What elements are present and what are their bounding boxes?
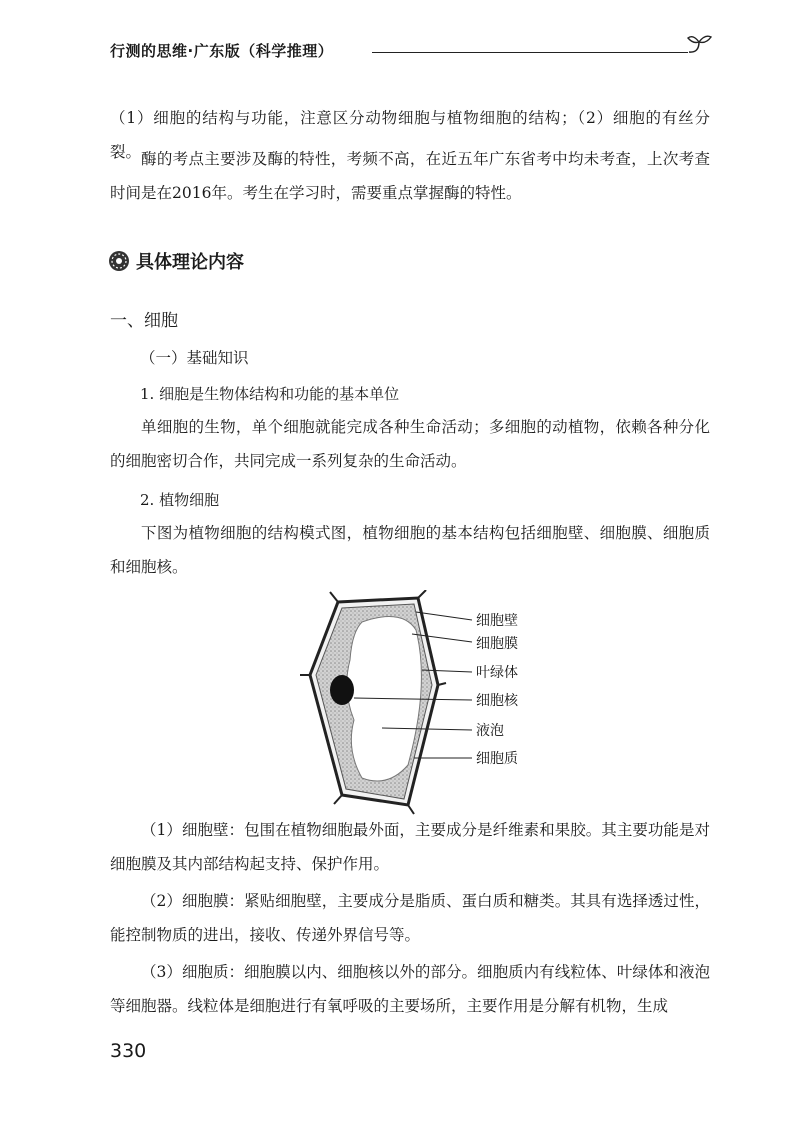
header-rule — [372, 52, 688, 53]
intro-paragraph-2: 酶的考点主要涉及酶的特性，考频不高，在近五年广东省考中均未考查，上次考查时间是在2016年。考生在学习时，需要重点掌握酶的特性。 — [110, 150, 710, 202]
item1-title: 1. 细胞是生物体结构和功能的基本单位 — [140, 385, 400, 403]
subsection-heading: （一）基础知识 — [140, 349, 249, 367]
intro-line-1: （1）细胞的结构与功能，注意区分动物细胞与植物细胞的结构；（2）细胞的有丝分裂。 — [110, 109, 710, 161]
running-header — [110, 38, 710, 66]
section-bullet-icon — [108, 250, 130, 272]
item2-text: 下图为植物细胞的结构模式图，植物细胞的基本结构包括细胞壁、细胞膜、细胞质和细胞核。 — [110, 524, 710, 576]
label-cell-membrane: 细胞膜 — [476, 636, 518, 652]
desc-cell-membrane: （2）细胞膜：紧贴细胞壁，主要成分是脂质、蛋白质和糖类。其具有选择透过性，能控制物质的进出，接收、传递外界信号等。 — [110, 892, 710, 944]
header-title: 行测的思维·广东版（科学推理） — [110, 42, 334, 60]
label-vacuole: 液泡 — [476, 723, 504, 739]
plant-cell-diagram — [290, 590, 560, 815]
section-heading-text: 具体理论内容 — [136, 252, 244, 273]
label-chloroplast: 叶绿体 — [476, 665, 518, 681]
item2-title: 2. 植物细胞 — [140, 491, 220, 509]
section-heading — [108, 248, 244, 274]
item1-text: 单细胞的生物，单个细胞就能完成各种生命活动；多细胞的动植物，依赖各种分化的细胞密切合作，共同完成一系列复杂的生命活动。 — [110, 418, 710, 470]
label-nucleus: 细胞核 — [476, 693, 518, 709]
label-cytoplasm: 细胞质 — [476, 751, 518, 767]
page-number: 330 — [110, 1040, 147, 1062]
nucleus — [330, 675, 354, 705]
desc-cytoplasm: （3）细胞质：细胞膜以内、细胞核以外的部分。细胞质内有线粒体、叶绿体和液泡等细胞器。线粒体是细胞进行有氧呼吸的主要场所，主要作用是分解有机物，生成 — [110, 963, 710, 1015]
leader-cell-wall — [416, 612, 472, 620]
sprout-icon — [685, 32, 715, 60]
desc-cell-wall: （1）细胞壁：包围在植物细胞最外面，主要成分是纤维素和果胶。其主要功能是对细胞膜及其内部结构起支持、保护作用。 — [110, 821, 710, 873]
label-cell-wall: 细胞壁 — [476, 613, 518, 629]
part-heading: 一、细胞 — [110, 311, 178, 331]
